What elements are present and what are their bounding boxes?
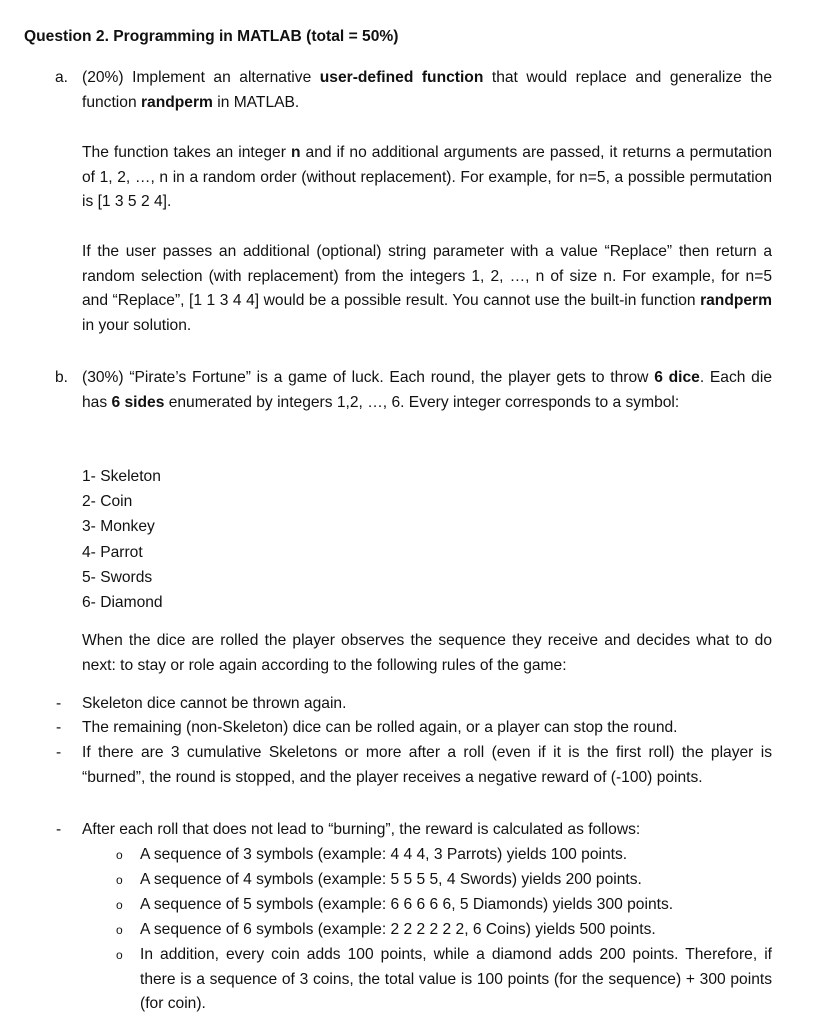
symbol-item: 1- Skeleton (82, 468, 161, 485)
symbol-list (82, 465, 772, 616)
circle-bullet: o (116, 873, 123, 887)
dash-marker: - (56, 719, 62, 736)
rule-item: Skeleton dice cannot be thrown again. (82, 695, 347, 712)
part-a-p1-text-2: and if no additional arguments are passed, it returns a permutation of 1, 2, …, n in a random order (without replacement). For example, for n=5, a possible permutation is [1 3 5 2 4]. (82, 144, 772, 211)
part-a-intro-text-3: in MATLAB. (212, 93, 300, 111)
reward-item: A sequence of 3 symbols (example: 4 4 4, 3 Parrots) yields 100 points. (140, 846, 628, 863)
part-a-intro (82, 66, 772, 115)
part-b-intro (82, 366, 772, 415)
part-a-paragraph-1 (82, 141, 772, 215)
circle-bullet: o (116, 898, 123, 912)
question-heading: Question 2. Programming in MATLAB (total = 50%) (24, 28, 399, 45)
dash-marker: - (56, 821, 62, 838)
rule-item: If there are 3 cumulative Skeletons or more after a roll (even if it is the first roll) the player is “burned”, the round is stopped, and the player receives a negative reward of (-100) points. (82, 744, 772, 786)
part-b-intro-bold-2: 6 sides (111, 393, 165, 411)
rule-item: After each roll that does not lead to “burning”, the reward is calculated as follows: (82, 821, 641, 838)
dash-marker: - (56, 695, 62, 712)
reward-item: A sequence of 4 symbols (example: 5 5 5 5, 4 Swords) yields 200 points. (140, 871, 642, 888)
dash-marker: - (56, 744, 62, 761)
part-a-p2-text-2: in your solution. (82, 316, 192, 334)
rule-item: The remaining (non-Skeleton) dice can be rolled again, or a player can stop the round. (82, 719, 678, 736)
part-b-intro-text-3: enumerated by integers 1,2, …, 6. Every integer corresponds to a symbol: (164, 393, 680, 411)
reward-item: A sequence of 6 symbols (example: 2 2 2 2 2 2, 6 Coins) yields 500 points. (140, 921, 656, 938)
part-b-intro-text-2: . Each die has (82, 369, 772, 411)
part-a-p1-bold-1: n (290, 144, 301, 161)
part-b-marker: b. (55, 369, 69, 386)
reward-item: In addition, every coin adds 100 points, while a diamond adds 200 points. Therefore, if there is a sequence of 3 coins, the total value is 100 points (for the sequence) + 300 points (for coin). (140, 946, 772, 1013)
part-a-intro-text-2: that would replace and generalize the function (82, 69, 773, 111)
part-a-marker: a. (55, 69, 69, 86)
part-a-paragraph-2 (82, 240, 772, 338)
circle-bullet: o (116, 848, 123, 862)
part-a-p2-bold-1: randperm (700, 292, 772, 310)
part-a-intro-text-1: (20%) Implement an alternative (82, 69, 320, 86)
circle-bullet: o (116, 923, 123, 937)
symbol-item: 4- Parrot (82, 543, 143, 561)
circle-bullet: o (116, 948, 123, 962)
part-a-p1-text-1: The function takes an integer (82, 144, 291, 161)
part-a-intro-bold-2: randperm (140, 93, 213, 111)
symbol-item: 5- Swords (82, 568, 153, 586)
part-b-intro-text-1: (30%) “Pirate’s Fortune” is a game of luck. Each round, the player gets to throw (82, 369, 655, 386)
symbol-item: 3- Monkey (82, 518, 155, 536)
part-a-p2-text-1: If the user passes an additional (optional) string parameter with a value “Replace” then return a random selection (with replacement) from the integers 1, 2, …, n of size n. For example, for n=5 and “Replace”, [1 1 3 4 4] would be a possible result. You cannot use the built-in function (82, 243, 772, 310)
part-a-intro-bold-1: user-defined function (319, 69, 484, 86)
reward-item: A sequence of 5 symbols (example: 6 6 6 6 6, 5 Diamonds) yields 300 points. (140, 896, 674, 913)
rules-intro: When the dice are rolled the player observes the sequence they receive and decides what to do next: to stay or role again according to the following rules of the game: (82, 632, 772, 674)
part-b-intro-bold-1: 6 dice (654, 369, 700, 386)
symbol-item: 6- Diamond (82, 593, 163, 611)
symbol-item: 2- Coin (82, 493, 133, 511)
